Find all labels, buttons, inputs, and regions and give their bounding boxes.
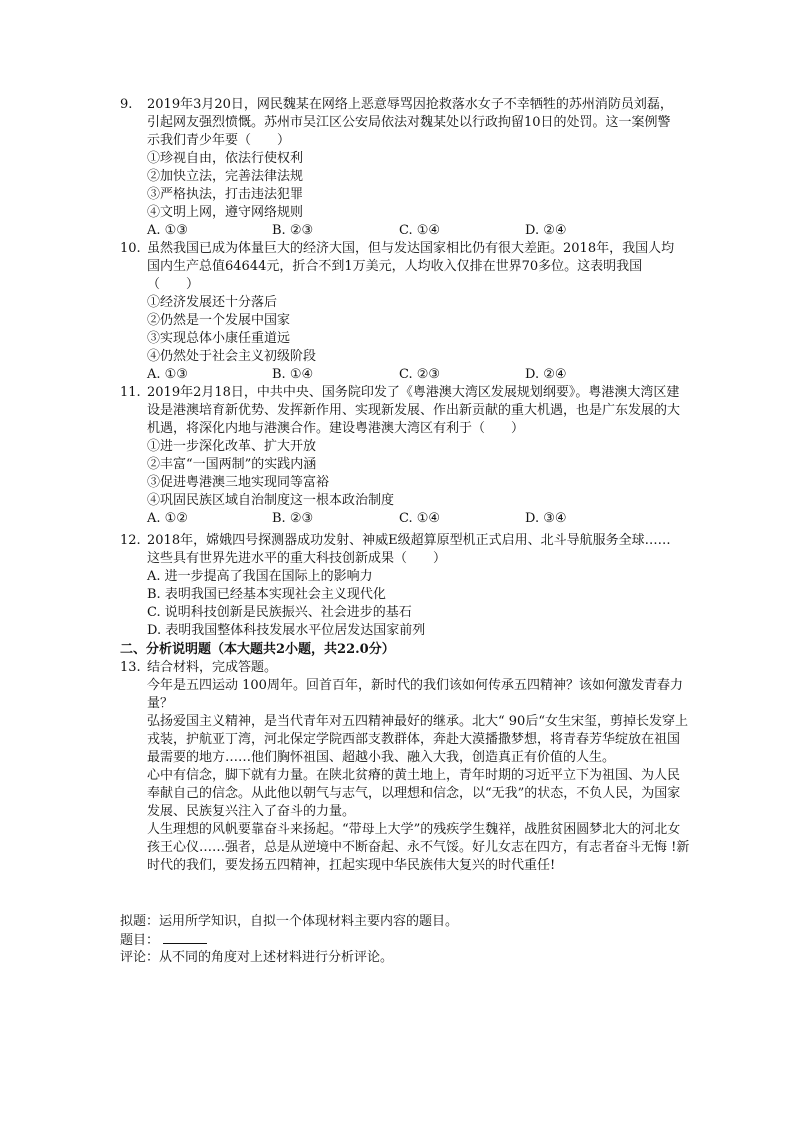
statement-4: ④文明上网，遵守网络规则	[147, 205, 304, 220]
choice-a[interactable]: A. ①③	[147, 223, 188, 238]
option-b[interactable]: B. 表明我国已经基本实现社会主义现代化	[147, 587, 386, 602]
statement-3: ③促进粤港澳三地实现同等富裕	[147, 475, 330, 490]
option-d[interactable]: D. 表明我国整体科技发展水平位居发达国家前列	[147, 623, 426, 638]
choice-b[interactable]: B. ②③	[272, 511, 314, 526]
question-13	[120, 659, 690, 875]
option-a[interactable]: A. 进一步提高了我国在国际上的影响力	[147, 569, 373, 584]
material-paragraph-4: 人生理想的风帆要靠奋斗来扬起。“带母上大学”的残疾学生魏祥，战胜贫困圆梦北大的河北女孩王心仪……强者，总是从逆境中不断奋起、永不气馁。好儿女志在四方，有志者奋斗无悔 !新时代的我们，要发扬五四精神，扛起实现中华民族伟大复兴的时代重任!	[147, 822, 690, 873]
question-stem: 2019年2月18日，中共中央、国务院印发了《粤港澳大湾区发展规划纲要》。粤港澳大湾区建设是港澳培育新优势、发挥新作用、实现新发展、作出新贡献的重大机遇，也是广东发展的大机遇，将深化内地与港澳合作。建设粤港澳大湾区有利于（ ）	[147, 385, 681, 436]
statement-2: ②丰富“一国两制”的实践内涵	[147, 457, 317, 472]
choice-a[interactable]: A. ①②	[147, 511, 188, 526]
statement-1: ①经济发展还十分落后	[147, 295, 278, 310]
question-12	[120, 532, 680, 640]
question-11	[120, 384, 680, 528]
question-stem: 虽然我国已成为体量巨大的经济大国，但与发达国家相比仍有很大差距。2018年，我国人均国内生产总值64644元，折合不到1万美元，人均收入仅排在世界70多位。这表明我国（ ）	[147, 241, 675, 292]
choice-d[interactable]: D. ②④	[525, 367, 567, 382]
answer-choices	[147, 366, 680, 384]
choice-a[interactable]: A. ①③	[147, 367, 188, 382]
material-paragraph-2: 弘扬爱国主义精神，是当代青年对五四精神最好的继承。北大“ 90后“女生宋玺，剪掉长发穿上戎装，护航亚丁湾，河北保定学院西部支教群体，奔赴大漠播撒梦想，将青春芳华绽放在祖国最需要的地方……他们胸怀祖国、超越小我、融入大我，创造真正有价值的人生。	[147, 714, 688, 765]
statement-2: ②仍然是一个发展中国家	[147, 313, 291, 328]
section-heading: 二、分析说明题（本大题共2小题，共22.0分）	[120, 642, 395, 657]
material-paragraph-1: 今年是五四运动 100周年。回首百年，新时代的我们该如何传承五四精神？该如何激发青春力量？	[147, 678, 683, 711]
material-paragraph-3: 心中有信念，脚下就有力量。在陕北贫瘠的黄土地上，青年时期的习近平立下为祖国、为人民奉献自己的信念。从此他以朝气与志气，以理想和信念，以“无我”的状态，不负人民，为国家发展、民族复兴注入了奋斗的力量。	[147, 768, 681, 819]
choice-b[interactable]: B. ①④	[272, 367, 314, 382]
choice-b[interactable]: B. ②③	[272, 223, 314, 238]
statement-4: ④巩固民族区域自治制度这一根本政治制度	[147, 493, 395, 508]
question-stem: 2019年3月20日，网民魏某在网络上恶意辱骂因抢救落水女子不幸牺牲的苏州消防员刘磊，引起网友强烈愤慨。苏州市吴江区公安局依法对魏某处以行政拘留10日的处罚。这一案例警示我们青少年要（ ）	[147, 97, 673, 148]
statement-2: ②加快立法，完善法律法规	[147, 169, 304, 184]
answer-choices	[147, 510, 680, 528]
title-blank-field[interactable]	[163, 931, 207, 944]
statement-1: ①进一步深化改革、扩大开放	[147, 439, 317, 454]
question-number: 11.	[120, 385, 141, 400]
choice-c[interactable]: C. ①④	[399, 511, 441, 526]
question-stem: 2018年，嫦娥四号探测器成功发射、神威E级超算原型机正式启用、北斗导航服务全球……这些具有世界先进水平的重大科技创新成果（ ）	[147, 533, 671, 566]
choice-c[interactable]: C. ①④	[399, 223, 441, 238]
statement-1: ①珍视自由，依法行使权利	[147, 151, 304, 166]
question-number: 12.	[120, 533, 141, 548]
task-title-prompt: 拟题：运用所学知识，自拟一个体现材料主要内容的题目。	[120, 914, 459, 929]
task-comment-prompt: 评论：从不同的角度对上述材料进行分析评论。	[120, 950, 394, 965]
statement-3: ③严格执法，打击违法犯罪	[147, 187, 304, 202]
choice-d[interactable]: D. ③④	[525, 511, 567, 526]
question-9	[120, 96, 680, 240]
question-intro: 结合材料，完成答题。	[147, 660, 278, 675]
statement-4: ④仍然处于社会主义初级阶段	[147, 349, 317, 364]
choice-c[interactable]: C. ②③	[399, 367, 441, 382]
question-number: 10.	[120, 241, 141, 256]
title-answer-line	[120, 931, 720, 950]
option-c[interactable]: C. 说明科技创新是民族振兴、社会进步的基石	[147, 605, 412, 620]
question-10	[120, 240, 680, 384]
answer-choices	[147, 222, 680, 240]
title-label: 题目：	[120, 933, 160, 948]
question-number: 13.	[120, 660, 141, 675]
question-number: 9.	[120, 97, 133, 112]
choice-d[interactable]: D. ②④	[525, 223, 567, 238]
statement-3: ③实现总体小康任重道远	[147, 331, 291, 346]
